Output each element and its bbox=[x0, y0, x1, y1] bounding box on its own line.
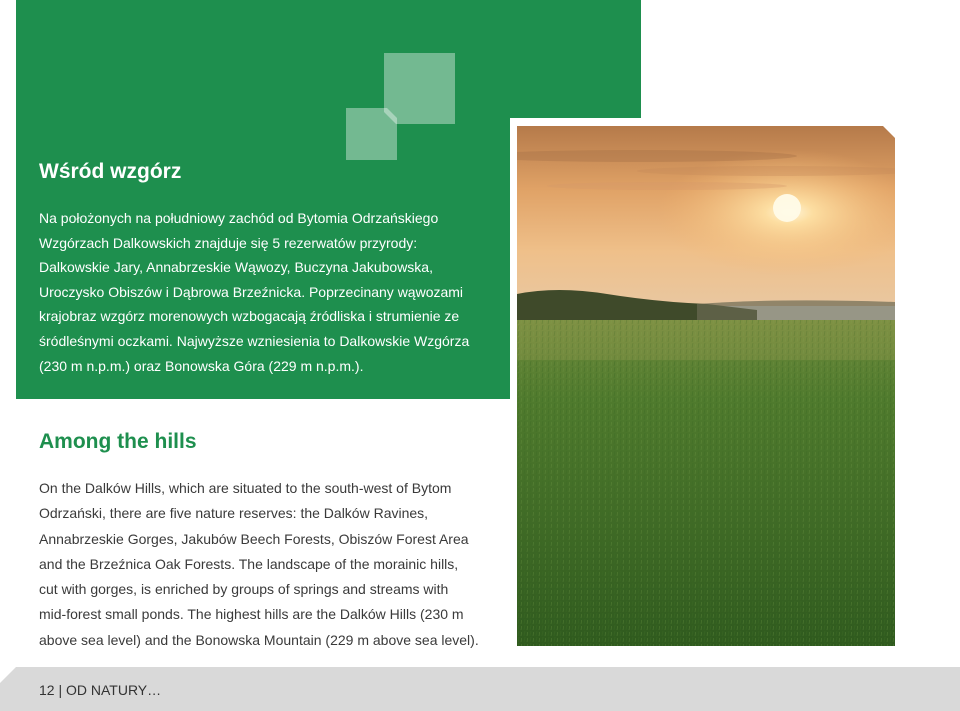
english-line: Odrzański, there are five nature reserves: the Dalków Ravines, bbox=[39, 505, 429, 522]
polish-line: (230 m n.p.m.) oraz Bonowska Góra (229 m n.p.m.). bbox=[39, 357, 364, 374]
green-header-panel bbox=[16, 0, 641, 118]
english-line: cut with gorges, is enriched by groups of springs and streams with bbox=[39, 581, 449, 598]
english-paragraph bbox=[39, 476, 509, 653]
landscape-photo bbox=[517, 126, 895, 646]
page-number-label: 12 | OD NATURY… bbox=[39, 682, 162, 698]
polish-line: Uroczysko Obiszów i Dąbrowa Brzeźnicka. Poprzecinany wąwozami bbox=[39, 283, 464, 300]
decorative-square-small bbox=[346, 108, 397, 160]
polish-line: Wzgórzach Dalkowskich znajduje się 5 rezerwatów przyrody: bbox=[39, 234, 418, 251]
english-line: above sea level) and the Bonowska Mountain (229 m above sea level). bbox=[39, 631, 479, 648]
decorative-square-large bbox=[384, 53, 455, 124]
english-line: Annabrzeskie Gorges, Jakubów Beech Forests, Obiszów Forest Area bbox=[39, 530, 469, 547]
polish-heading: Wśród wzgórz bbox=[39, 160, 182, 183]
english-line: and the Brzeźnica Oak Forests. The landscape of the morainic hills, bbox=[39, 555, 459, 572]
polish-paragraph bbox=[39, 206, 501, 378]
polish-line: Na położonych na południowy zachód od Bytomia Odrzańskiego bbox=[39, 210, 439, 226]
english-line: mid-forest small ponds. The highest hills are the Dalków Hills (230 m bbox=[39, 606, 464, 623]
sunset-field-image bbox=[517, 126, 895, 646]
polish-line: Dalkowskie Jary, Annabrzeskie Wąwozy, Buczyna Jakubowska, bbox=[39, 259, 433, 276]
polish-line: krajobraz wzgórz morenowych wzbogacają źródliska i strumienie ze bbox=[39, 308, 460, 325]
english-heading: Among the hills bbox=[39, 430, 197, 453]
polish-line: śródleśnymi oczkami. Najwyższe wzniesienia to Dalkowskie Wzgórza bbox=[39, 332, 470, 349]
english-line: On the Dalków Hills, which are situated to the south-west of Bytom bbox=[39, 480, 452, 496]
